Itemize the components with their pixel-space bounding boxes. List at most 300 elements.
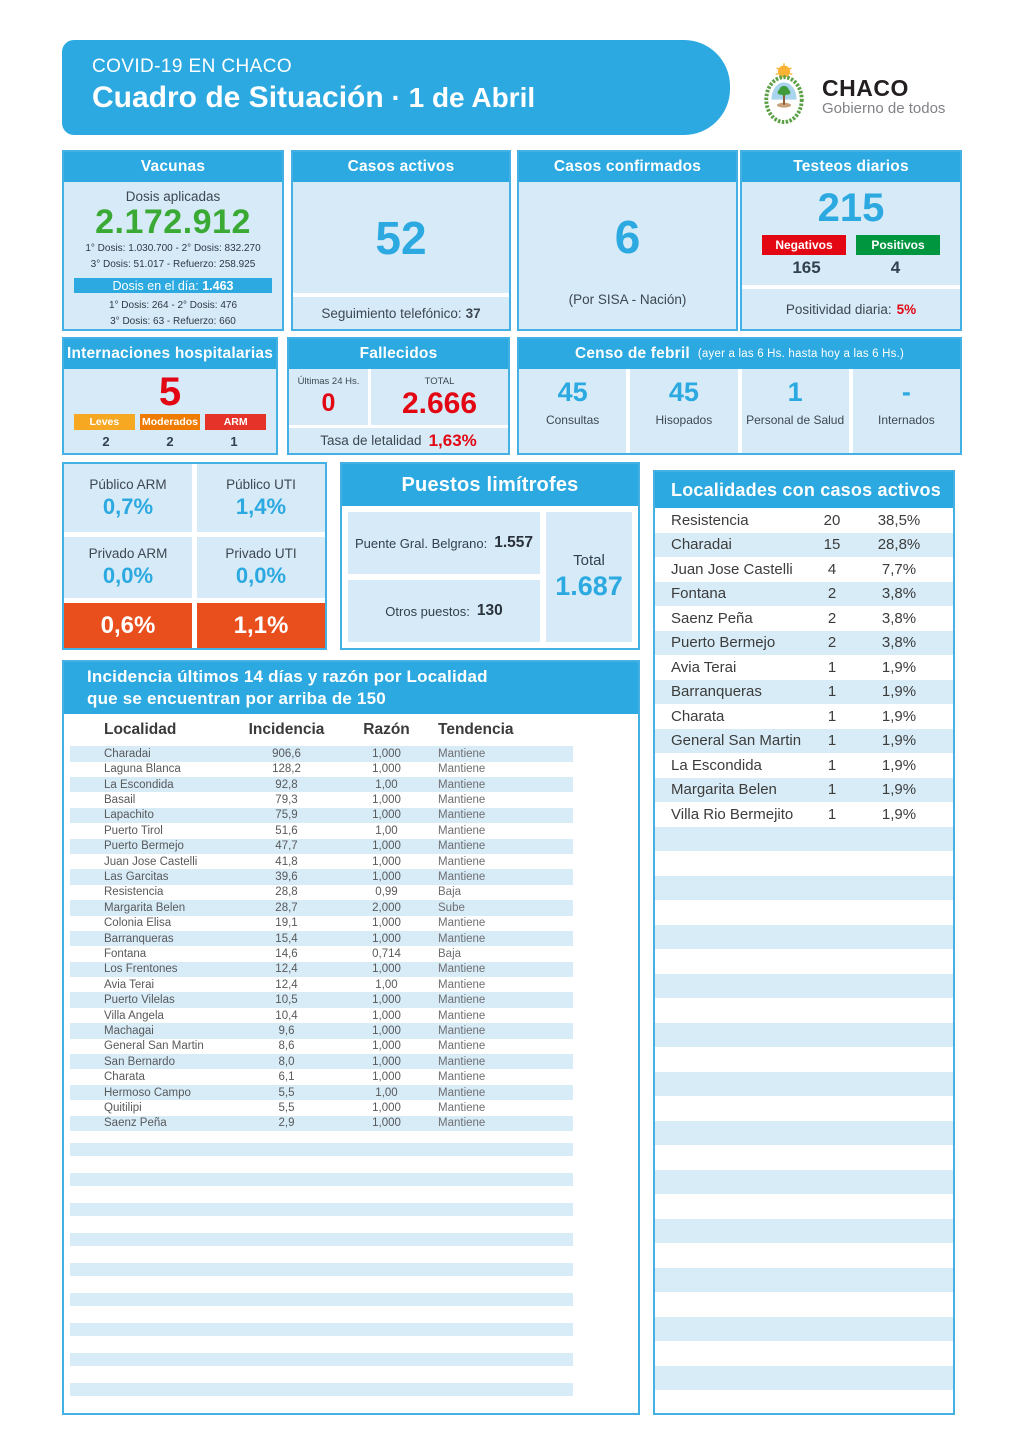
localidad-count: 2 [827,634,837,652]
ocupacion-cell-label: Privado ARM [88,546,168,561]
incidencia-localidad: Laguna Blanca [104,763,181,776]
censo-header [519,339,960,369]
incidencia-localidad: Villa Angela [104,1009,164,1022]
localidad-percent: 28,8% [877,536,921,554]
localidad-count: 1 [827,707,837,725]
incidencia-localidad: Puerto Vilelas [104,994,175,1007]
ocupacion-cell-value: 0,7% [102,493,154,519]
ocupacion-cell-label: Público ARM [89,476,167,492]
localidad-percent: 1,9% [881,707,917,725]
incidencia-tendencia: Mantiene [438,1055,486,1068]
page-title-text: Cuadro de Situación [92,81,384,114]
casos-activos-card [291,150,511,331]
incidencia-razon: 1,000 [372,917,401,930]
censo-cell [742,369,849,453]
localidades-empty-row [655,1341,953,1366]
incidencia-row [70,1100,573,1115]
incidencia-valor: 51,6 [275,824,298,837]
page-title [92,81,730,115]
fallecidos-cells [289,369,508,425]
casos-confirmados-body [519,182,736,329]
localidad-count: 1 [827,658,837,676]
incidencia-razon: 1,000 [372,840,401,853]
chaco-crest-icon [756,62,812,131]
censo-body [519,369,960,453]
incidencia-localidad: Barranqueras [104,932,174,945]
incidencia-row [70,777,573,792]
severity-badge: ARM [205,414,266,430]
censo-cell-value: 45 [557,377,588,407]
dosis-dia-linea1: 1° Dosis: 264 - 2° Dosis: 476 [108,300,238,311]
incidencia-empty-row [70,1143,573,1156]
dosis-aplicadas-label: Dosis aplicadas [125,189,221,204]
incidencia-tendencia: Baja [438,886,462,899]
incidencia-row [70,1116,573,1131]
localidad-name: Charadai [671,536,732,554]
localidad-row [655,704,953,729]
incidencia-valor: 8,0 [278,1055,295,1068]
incidencia-localidad: Charadai [104,747,151,760]
fallecidos-24hs-cell [289,369,371,425]
incidencia-row [70,946,573,961]
localidades-empty-row [655,949,953,974]
localidad-row [655,778,953,803]
incidencia-row [70,869,573,884]
incidencia-razon: 1,000 [372,763,401,776]
localidad-name: Fontana [671,585,727,603]
localidad-percent: 3,8% [881,585,917,603]
puesto-value: 130 [476,602,503,619]
incidencia-razon: 1,000 [372,963,401,976]
localidades-empty-row [655,1317,953,1342]
incidencia-tendencia: Mantiene [438,747,486,760]
localidad-name: Puerto Bermejo [671,634,776,652]
fallecidos-title: Fallecidos [289,339,508,369]
localidad-row [655,631,953,656]
dosis-dia-detalle [109,298,237,329]
fallecidos-24hs-value: 0 [321,389,336,417]
incidencia-tendencia: Mantiene [438,917,486,930]
incidencia-localidad: San Bernardo [104,1055,175,1068]
localidad-percent: 1,9% [881,683,917,701]
severity-count: 2 [166,434,174,449]
incidencia-tendencia: Mantiene [438,994,486,1007]
casos-activos-value: 52 [375,211,427,264]
localidad-count: 1 [827,781,837,799]
dosis-detalle-linea2: 3° Dosis: 51.017 - Refuerzo: 258.925 [90,258,256,270]
incidencia-tendencia: Mantiene [438,963,486,976]
incidencia-valor: 75,9 [275,809,298,822]
localidades-empty-row [655,876,953,901]
localidad-count: 1 [827,683,837,701]
incidencia-row [70,1069,573,1084]
localidades-empty-row [655,1121,953,1146]
localidades-empty-row [655,851,953,876]
ocupacion-cell [197,464,325,532]
col-header-incidencia: Incidencia [248,721,325,739]
incidencia-empty-row [70,1203,573,1216]
localidades-empty-row [655,1096,953,1121]
incidencia-localidad: Puerto Bermejo [104,840,184,853]
vacunas-card [62,150,284,331]
testeos-card [740,150,962,331]
incidencia-razon: 1,000 [372,1055,401,1068]
puestos-total-label: Total [573,552,605,569]
localidad-count: 1 [827,732,837,750]
incidencia-empty-row [70,1233,573,1246]
incidencia-razon: 1,000 [372,1101,401,1114]
incidencia-razon: 1,000 [372,1117,401,1130]
internaciones-value: 5 [158,369,182,414]
incidencia-valor: 15,4 [275,932,298,945]
localidad-name: Avia Terai [671,658,737,676]
incidencia-localidad: Las Garcitas [104,871,169,884]
internaciones-badges [64,414,276,430]
fallecidos-card [287,337,510,455]
localidad-name: Villa Rio Bermejito [671,805,794,823]
localidad-name: Saenz Peña [671,609,753,627]
incidencia-row [70,808,573,823]
fallecidos-total-cell [371,369,508,425]
incidencia-localidad: Quitilipi [104,1101,142,1114]
incidencia-localidad: Colonia Elisa [104,917,172,930]
casos-confirmados-title: Casos confirmados [519,152,736,182]
localidades-empty-row [655,1366,953,1391]
positivos-value: 4 [890,258,901,277]
incidencia-razon: 1,000 [372,855,401,868]
incidencia-row [70,1023,573,1038]
casos-confirmados-card [517,150,738,331]
incidencia-valor: 5,5 [278,1086,295,1099]
localidades-title: Localidades con casos activos [655,472,953,508]
puestos-title: Puestos limítrofes [342,464,638,506]
localidad-row [655,606,953,631]
incidencia-tendencia: Sube [438,901,465,914]
incidencia-row [70,1008,573,1023]
dosis-dia-linea2: 3° Dosis: 63 - Refuerzo: 660 [110,315,236,327]
localidad-percent: 1,9% [881,732,917,750]
ocupacion-cell-label: Privado UTI [225,546,297,561]
incidencia-row [70,854,573,869]
internaciones-body [64,369,276,453]
incidencia-row [70,1085,573,1100]
incidencia-valor: 47,7 [275,840,298,853]
incidencia-localidad: Saenz Peña [104,1117,167,1130]
testeos-values [742,258,960,278]
testeos-badges [742,235,960,255]
incidencia-razon: 0,714 [372,948,401,960]
incidencia-localidad: Resistencia [104,886,164,899]
testeos-value: 215 [817,186,885,230]
localidad-row [655,582,953,607]
incidencia-valor: 41,8 [275,855,298,868]
casos-confirmados-value: 6 [614,211,641,263]
incidencia-localidad: Avia Terai [104,978,155,991]
letalidad-value: 1,63% [428,430,477,450]
incidencia-row [70,992,573,1007]
incidencia-localidad: Los Frentones [104,963,178,976]
localidades-empty-row [655,1023,953,1048]
internaciones-title: Internaciones hospitalarias [64,339,276,369]
censo-cell [853,369,960,453]
dosis-detalle-linea1: 1° Dosis: 1.030.700 - 2° Dosis: 832.270 [85,243,261,255]
incidencia-tendencia: Mantiene [438,1009,486,1022]
localidades-empty-row [655,1268,953,1293]
censo-cell-label: Consultas [545,413,600,428]
localidades-empty-row [655,1292,953,1317]
incidencia-title-line2: que se encuentran por arriba de 150 [87,689,386,708]
censo-title: Censo de febril [574,345,690,362]
censo-cell [519,369,626,453]
localidades-empty-row [655,998,953,1023]
incidencia-panel [62,660,640,1415]
seguimiento-value: 37 [465,305,481,321]
incidencia-razon: 1,000 [372,932,401,945]
incidencia-header [64,662,638,714]
incidencia-valor: 19,1 [275,917,298,930]
incidencia-localidad: La Escondida [104,778,174,791]
localidad-count: 20 [823,511,841,529]
incidencia-localidad: General San Martin [104,1040,204,1053]
incidencia-row [70,916,573,931]
positividad-line [742,289,960,329]
ocupacion-total-cell: 1,1% [197,603,325,648]
ocupacion-total-cell: 0,6% [64,603,192,648]
incidencia-valor: 14,6 [275,948,298,960]
incidencia-valor: 12,4 [275,978,298,991]
localidad-count: 4 [827,560,837,578]
incidencia-tendencia: Mantiene [438,1040,486,1053]
ocupacion-cell [64,537,192,598]
letalidad-label: Tasa de letalidad [320,433,422,448]
incidencia-razon: 1,000 [372,747,401,760]
incidencia-localidad: Lapachito [104,809,154,822]
fallecidos-total-value: 2.666 [401,387,478,420]
dosis-detalle [85,241,260,272]
localidad-row [655,533,953,558]
incidencia-valor: 12,4 [275,963,298,976]
dosis-aplicadas-value: 2.172.912 [95,203,251,241]
localidad-name: Margarita Belen [671,781,777,799]
incidencia-tendencia: Mantiene [438,978,486,991]
puestos-total-cell [546,512,632,642]
localidad-row [655,557,953,582]
incidencia-localidad: Juan Jose Castelli [104,855,198,868]
incidencia-localidad: Puerto Tirol [104,824,163,837]
letalidad-line [289,425,508,453]
incidencia-tendencia: Mantiene [438,824,486,837]
incidencia-razon: 1,00 [375,824,398,837]
localidades-empty-row [655,1219,953,1244]
incidencia-localidad: Margarita Belen [104,901,186,914]
incidencia-razon: 1,00 [375,778,398,791]
incidencia-row [70,746,573,761]
incidencia-razon: 1,000 [372,1009,401,1022]
negativos-badge: Negativos [762,235,846,255]
incidencia-row [70,839,573,854]
incidencia-tendencia: Mantiene [438,855,486,868]
internaciones-card [62,337,278,455]
localidades-empty-row [655,974,953,999]
logo-name: CHACO [822,74,909,101]
incidencia-tendencia: Mantiene [438,1117,486,1130]
incidencia-razon: 1,000 [372,994,401,1007]
logo-text [822,76,945,117]
casos-confirmados-nota: (Por SISA - Nación) [568,292,687,307]
puesto-row [348,580,540,642]
localidades-empty-row [655,900,953,925]
positividad-label: Positividad diaria: [785,301,892,317]
incidencia-row [70,962,573,977]
incidencia-rows [64,746,638,1131]
localidad-row [655,753,953,778]
incidencia-razon: 1,000 [372,1024,401,1037]
puestos-card [340,462,640,650]
localidad-percent: 3,8% [881,609,917,627]
incidencia-valor: 79,3 [275,794,298,807]
vacunas-body [64,182,282,329]
incidencia-row [70,1054,573,1069]
positivos-badge: Positivos [856,235,940,255]
incidencia-razon: 1,000 [372,871,401,884]
incidencia-column-headers [70,714,573,746]
incidencia-razon: 0,99 [375,886,398,899]
incidencia-title-line1: Incidencia últimos 14 días y razón por Localidad [87,666,488,686]
incidencia-valor: 92,8 [275,778,298,791]
censo-cell-value: 1 [787,377,803,407]
puesto-value: 1.557 [494,534,534,551]
incidencia-row [70,823,573,838]
fallecidos-total-label: TOTAL [424,376,455,387]
localidades-empty-row [655,1072,953,1097]
localidad-percent: 1,9% [881,781,917,799]
incidencia-valor: 9,6 [278,1024,295,1037]
localidad-percent: 1,9% [881,805,917,823]
testeos-title: Testeos diarios [742,152,960,182]
incidencia-row [70,900,573,915]
severity-count: 2 [102,434,110,449]
incidencia-razon: 1,000 [372,1040,401,1053]
vacunas-title: Vacunas [64,152,282,182]
logo-tagline: Gobierno de todos [822,100,946,118]
government-logo [756,62,945,131]
severity-count: 1 [230,434,238,449]
localidad-name: La Escondida [671,756,762,774]
dosis-dia-bar [74,278,272,293]
incidencia-tendencia: Mantiene [438,1101,486,1114]
negativos-value: 165 [792,258,821,277]
puestos-body [342,506,638,648]
localidad-percent: 1,9% [881,756,917,774]
localidades-empty-row [655,925,953,950]
incidencia-empty-row [70,1383,573,1396]
dosis-dia-label: Dosis en el día: [112,278,199,293]
incidencia-valor: 8,6 [278,1040,295,1053]
incidencia-tendencia: Mantiene [438,809,486,822]
incidencia-valor: 28,8 [275,886,298,899]
incidencia-row [70,931,573,946]
incidencia-tendencia: Mantiene [438,1024,486,1037]
header-pretitle: COVID-19 EN CHACO [92,56,293,77]
ocupacion-grid [62,462,327,650]
puesto-row [348,512,540,574]
severity-badge: Leves [74,414,135,430]
incidencia-empty-row [70,1353,573,1366]
incidencia-tendencia: Mantiene [438,932,486,945]
incidencia-valor: 2,9 [278,1117,295,1130]
col-header-localidad: Localidad [104,721,177,739]
report-date: · 1 de Abril [383,82,536,113]
incidencia-row [70,1039,573,1054]
seguimiento-line [293,297,509,329]
incidencia-row [70,977,573,992]
localidades-empty-row [655,1047,953,1072]
incidencia-localidad: Charata [104,1071,145,1084]
ocupacion-cell-label: Público UTI [226,476,296,492]
col-header-razon: Razón [363,721,410,739]
casos-activos-body [293,182,509,329]
incidencia-tendencia: Mantiene [438,763,486,776]
incidencia-empty-row [70,1323,573,1336]
censo-subtitle: (ayer a las 6 Hs. hasta hoy a las 6 Hs.) [697,348,905,360]
incidencia-localidad: Hermoso Campo [104,1086,191,1099]
censo-cell-label: Personal de Salud [746,413,845,428]
incidencia-tendencia: Mantiene [438,1086,486,1099]
incidencia-tendencia: Mantiene [438,1071,486,1084]
localidad-name: General San Martin [671,732,802,750]
censo-cell-value: - [901,377,911,407]
localidad-name: Resistencia [671,511,749,529]
incidencia-valor: 128,2 [272,763,301,776]
puestos-total-value: 1.687 [555,571,623,601]
incidencia-tendencia: Mantiene [438,840,486,853]
localidad-count: 15 [823,536,841,554]
incidencia-empty-row [70,1173,573,1186]
incidencia-empty-row [70,1263,573,1276]
incidencia-tendencia: Mantiene [438,871,486,884]
incidencia-valor: 28,7 [275,901,298,914]
localidad-count: 2 [827,609,837,627]
localidades-rows [655,508,953,1415]
incidencia-valor: 39,6 [275,871,298,884]
incidencia-razon: 1,000 [372,809,401,822]
localidad-name: Barranqueras [671,683,762,701]
censo-cell-label: Internados [878,413,935,428]
incidencia-valor: 10,5 [275,994,298,1007]
positividad-value: 5% [896,301,917,317]
localidades-empty-row [655,1390,953,1415]
localidad-percent: 1,9% [881,658,917,676]
seguimiento-label: Seguimiento telefónico: [321,305,462,321]
localidad-count: 2 [827,585,837,603]
incidencia-valor: 5,5 [278,1101,295,1114]
incidencia-empty-stripes [64,1143,638,1413]
ocupacion-cell-value: 0,0% [102,563,154,588]
incidencia-row [70,792,573,807]
internaciones-counts [64,430,276,453]
incidencia-empty-row [70,1293,573,1306]
ocupacion-cell [64,464,192,532]
localidad-row [655,802,953,827]
incidencia-localidad: Fontana [104,948,147,960]
ocupacion-cell-value: 1,4% [235,493,287,519]
incidencia-valor: 10,4 [275,1009,298,1022]
incidencia-tendencia: Mantiene [438,778,486,791]
localidad-row [655,508,953,533]
incidencia-razon: 1,00 [375,1086,398,1099]
puesto-label: Puente Gral. Belgrano: [354,535,488,551]
localidades-empty-row [655,1243,953,1268]
